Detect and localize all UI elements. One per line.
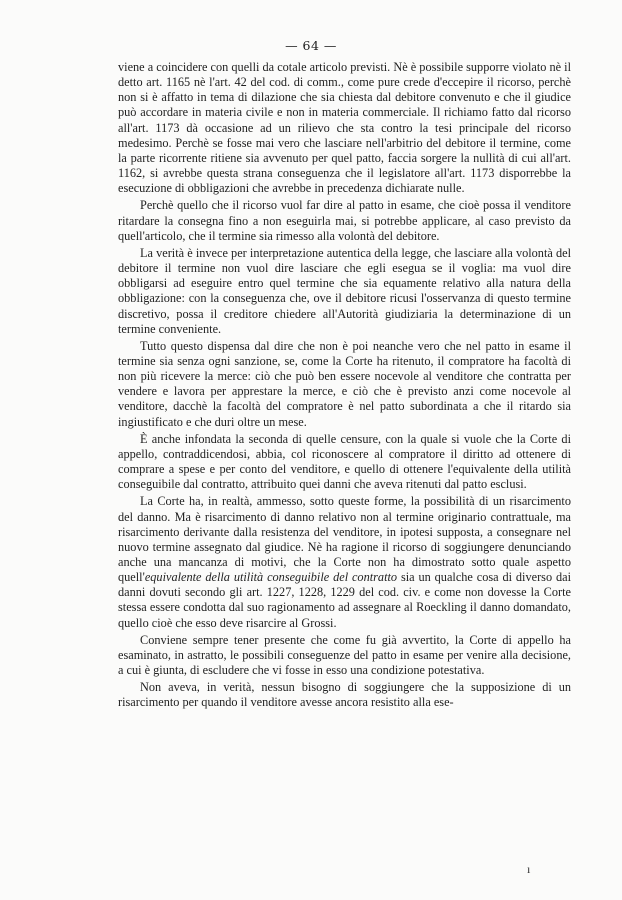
paragraph-6-part-2: sia un qualche cosa di diverso dai danni dovuti secondo gli art. 1227, 1228, 1229 del cod. civ. e come non dovesse la Corte stessa essere condotta dal suo ragionamento ad assegnare al Roeckling il danno domandato, quello cioè che esso deve risarcire al Grossi. [118, 570, 571, 630]
paragraph-5: È anche infondata la seconda di quelle censure, con la quale si vuole che la Corte di appello, contraddicendosi, abbia, col riconoscere al compratore il diritto ad ottenere di comprare a spese e per conto del venditore, e quello di ottenere l'equivalente della utilità conseguibile dal contratto, attribuito quei danni che aveva ritenuti dal patto esclusi. [118, 431, 571, 492]
paragraph-6-italic-phrase: equivalente della utilità conseguibile del contratto [144, 570, 398, 585]
page-number: — 64 — [285, 38, 337, 53]
body-text [118, 60, 571, 713]
paragraph-3: La verità è invece per interpretazione autentica della legge, che lasciare alla volontà del debitore il termine non vuol dire lasciare che egli esegua se il voglia: ma vuol dire obbligarsi ad eseguire entro quel termine che sia equamente relativo alla natura della obbligazione: con la conseguenza che, ove il debitore ricusi l'osservanza di questo termine discretivo, possa il creditore chiedere all'Autorità giudiziaria la determinazione di un termine conveniente. [118, 245, 571, 336]
paragraph-7: Conviene sempre tener presente che come fu già avvertito, la Corte di appello ha esaminato, in astratto, le possibili conseguenze del patto in esame per venire alla decisione, a cui è giunta, di escludere che vi fosse in esso una condizione potestativa. [118, 632, 571, 678]
paragraph-6-part-1: La Corte ha, in realtà, ammesso, sotto queste forme, la possibilità di un risarcimento del danno. Ma è risarcimento di danno relativo non al termine originario contrattuale, ma risarcimento derivante dalla resistenza del venditore, in ipotesi supposta, a consegnare nel nuovo termine assegnato dal giudice. Nè ha ragione il ricorso di soggiungere denunciando anche una mancanza di motivi, che la Corte non ha dimostrato sotto quale aspetto quell' [118, 494, 571, 585]
paragraph-6 [118, 494, 571, 630]
paragraph-4: Tutto questo dispensa dal dire che non è poi neanche vero che nel patto in esame il termine sia senza ogni sanzione, se, come la Corte ha ritenuto, il compratore ha facoltà di non più ricevere la merce: ciò che può ben essere nocevole al venditore che contratta per vendere e lavora per apprestare la merce, e ciò che è previsto anzi come nocevole al venditore, dacchè la facoltà del compratore è nel patto subordinata a che il ritardo sia ingiustificato e che duri oltre un mese. [118, 338, 571, 429]
stray-ink-mark: ı [527, 862, 531, 876]
paragraph-8: Non aveva, in verità, nessun bisogno di soggiungere che la supposizione di un risarcimento per quando il venditore avesse ancora resistito alla ese- [118, 680, 571, 710]
paragraph-1: viene a coincidere con quelli da cotale articolo previsti. Nè è possibile supporre violato nè il detto art. 1165 nè l'art. 42 del cod. di comm., come pure crede d'eccepire il ricorso, perchè non si è affatto in tema di dilazione che sia chiesta dal debitore convenuto e che il giudice può accordare in materia civile e non in materia commerciale. Il richiamo fatto dal ricorso all'art. 1173 dà occasione ad un rilievo che sta contro la tesi principale del ricorso medesimo. Perchè se fosse mai vero che lasciare nell'arbitrio del debitore il termine, come la parte ricorrente ritiene sia avvenuto per quel patto, faccia sorgere la nullità di cui all'art. 1162, si avrebbe questa strana conseguenza che il legislatore all'art. 1173 disporrebbe la esecuzione di obbligazioni che avrebbe in precedenza dichiarate nulle. [118, 60, 571, 196]
paragraph-2: Perchè quello che il ricorso vuol far dire al patto in esame, che cioè possa il venditore ritardare la consegna fino a non eseguirla mai, si potrebbe applicare, al caso previsto da quell'articolo, che il termine sia rimesso alla volontà del debitore. [118, 198, 571, 243]
